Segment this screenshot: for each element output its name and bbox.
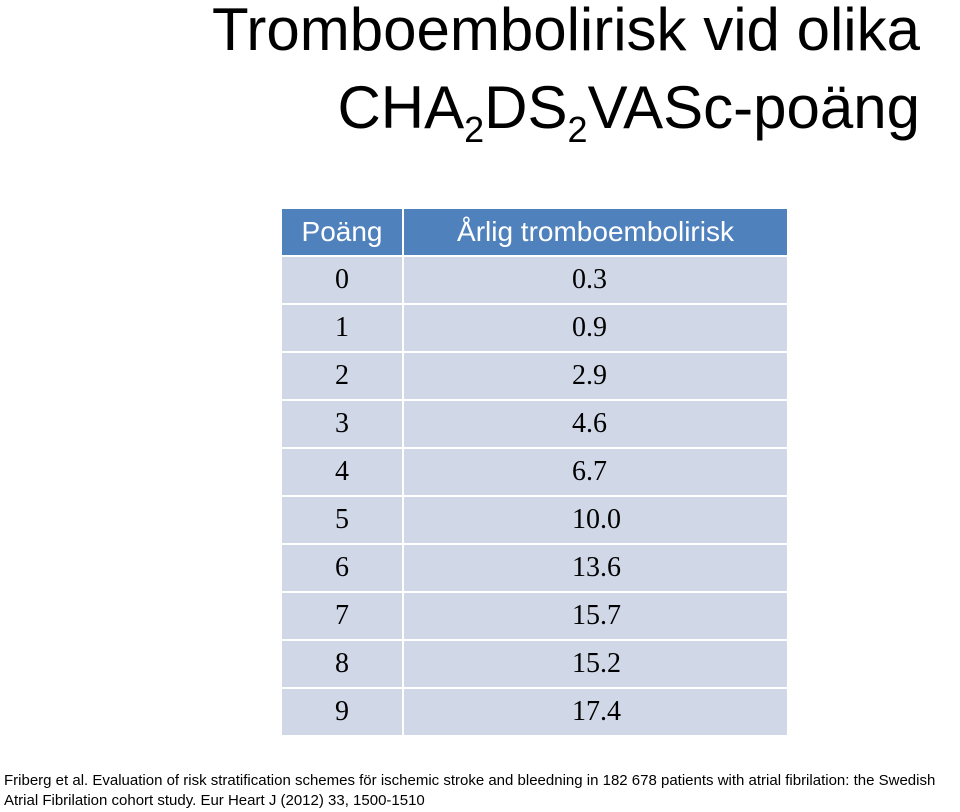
table-row [282, 353, 787, 401]
title-part-cha: CHA [337, 74, 465, 141]
title-part-ds: DS [484, 74, 568, 141]
title-subscript-2: 2 [567, 109, 588, 150]
cell-score: 6 [282, 545, 404, 593]
table-row [282, 305, 787, 353]
cell-score: 0 [282, 257, 404, 305]
cell-score: 3 [282, 401, 404, 449]
header-annual-risk: Årlig tromboembolirisk [404, 209, 787, 257]
cell-score: 4 [282, 449, 404, 497]
cell-risk: 0.9 [404, 305, 787, 353]
table-row [282, 449, 787, 497]
title-subscript-1: 2 [464, 109, 485, 150]
cell-risk: 0.3 [404, 257, 787, 305]
title-part-vasc: VASc-poäng [587, 74, 920, 141]
risk-table [282, 209, 787, 737]
header-score: Poäng [282, 209, 404, 257]
citation-line2: Atrial Fibrilation cohort study. Eur Heart J (2012) 33, 1500-1510 [4, 792, 425, 809]
cell-risk: 15.2 [404, 641, 787, 689]
slide-title-line1 [212, 0, 920, 63]
table-row [282, 593, 787, 641]
table-row [282, 545, 787, 593]
cell-score: 2 [282, 353, 404, 401]
cell-score: 1 [282, 305, 404, 353]
cell-score: 7 [282, 593, 404, 641]
table-row [282, 257, 787, 305]
table-row [282, 641, 787, 689]
cell-score: 9 [282, 689, 404, 737]
table-row [282, 689, 787, 737]
slide-title-line2 [337, 74, 920, 150]
cell-risk: 10.0 [404, 497, 787, 545]
table-header-row [282, 209, 787, 257]
cell-risk: 2.9 [404, 353, 787, 401]
cell-score: 8 [282, 641, 404, 689]
citation-line1: Friberg et al. Evaluation of risk stratification schemes för ischemic stroke and bleedning in 182 678 patients with atrial fibrilation: the Swedish [4, 772, 936, 789]
cell-risk: 17.4 [404, 689, 787, 737]
title-text-line1: Tromboembolirisk vid olika [212, 0, 920, 63]
table-row [282, 497, 787, 545]
cell-risk: 4.6 [404, 401, 787, 449]
cell-score: 5 [282, 497, 404, 545]
cell-risk: 6.7 [404, 449, 787, 497]
cell-risk: 15.7 [404, 593, 787, 641]
cell-risk: 13.6 [404, 545, 787, 593]
table-row [282, 401, 787, 449]
